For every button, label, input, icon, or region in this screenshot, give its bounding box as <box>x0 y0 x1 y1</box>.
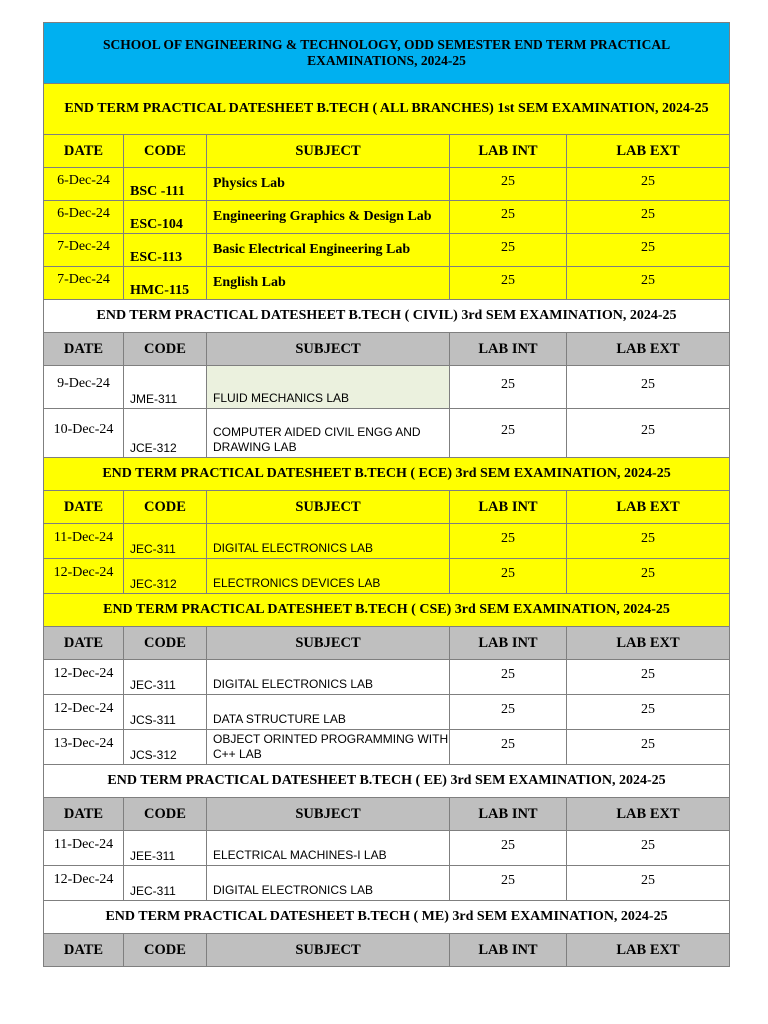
date-cell: 6-Dec-24 <box>57 206 110 221</box>
subject-cell <box>207 730 450 765</box>
date-cell: 11-Dec-24 <box>53 530 114 545</box>
lab-ext-cell: 25 <box>641 273 656 288</box>
lab-int-cell: 25 <box>501 240 515 255</box>
column-header-row <box>44 491 730 524</box>
lab-ext-cell: 25 <box>641 737 656 752</box>
code-cell: JCS-312 <box>124 730 207 765</box>
date-cell: 12-Dec-24 <box>53 872 114 887</box>
lab-ext-cell: 25 <box>641 174 656 189</box>
code-cell: ESC-104 <box>124 201 207 234</box>
header-lab-ext: LAB EXT <box>567 934 730 967</box>
header-code: CODE <box>124 333 207 366</box>
datesheet-table <box>43 22 730 967</box>
lab-int-cell: 25 <box>501 566 515 581</box>
lab-ext-cell: 25 <box>641 531 656 546</box>
header-lab-int: LAB INT <box>450 934 567 967</box>
column-header-row <box>44 135 730 168</box>
column-header-row <box>44 798 730 831</box>
header-date: DATE <box>44 333 124 366</box>
section-heading-row <box>44 594 730 627</box>
table-row <box>44 366 730 409</box>
header-lab-ext: LAB EXT <box>567 491 730 524</box>
subject-line-2: C++ LAB <box>213 747 262 761</box>
code-cell: HMC-115 <box>124 267 207 300</box>
section-heading-row <box>44 458 730 491</box>
header-code: CODE <box>124 798 207 831</box>
header-lab-int: LAB INT <box>450 798 567 831</box>
code-cell: JEE-311 <box>124 831 207 866</box>
subject-cell: English Lab <box>207 267 450 300</box>
table-row <box>44 267 730 300</box>
header-date: DATE <box>44 135 124 168</box>
date-cell: 12-Dec-24 <box>53 565 114 580</box>
date-cell: 7-Dec-24 <box>57 239 110 254</box>
header-subject: SUBJECT <box>207 934 450 967</box>
header-lab-ext: LAB EXT <box>567 333 730 366</box>
lab-int-cell: 25 <box>501 667 515 682</box>
code-cell: JCE-312 <box>124 409 207 458</box>
table-row <box>44 660 730 695</box>
subject-cell: Engineering Graphics & Design Lab <box>207 201 450 234</box>
header-lab-ext: LAB EXT <box>567 135 730 168</box>
table-row <box>44 201 730 234</box>
table-row <box>44 831 730 866</box>
lab-ext-cell: 25 <box>641 702 656 717</box>
header-date: DATE <box>44 627 124 660</box>
date-cell: 9-Dec-24 <box>57 376 110 391</box>
section-heading-row <box>44 765 730 798</box>
lab-ext-cell: 25 <box>641 667 656 682</box>
code-cell: BSC -111 <box>124 168 207 201</box>
lab-ext-cell: 25 <box>641 838 656 853</box>
section-heading-row <box>44 300 730 333</box>
lab-int-cell: 25 <box>501 702 515 717</box>
table-row <box>44 168 730 201</box>
table-row <box>44 559 730 594</box>
lab-int-cell: 25 <box>501 174 515 189</box>
code-cell: ESC-113 <box>124 234 207 267</box>
column-header-row <box>44 333 730 366</box>
lab-int-cell: 25 <box>501 207 515 222</box>
code-cell: JEC-311 <box>124 866 207 901</box>
lab-ext-cell: 25 <box>641 377 656 392</box>
lab-int-cell: 25 <box>501 377 515 392</box>
date-cell: 13-Dec-24 <box>53 736 114 751</box>
code-cell: JEC-312 <box>124 559 207 594</box>
subject-cell: FLUID MECHANICS LAB <box>207 366 450 409</box>
subject-cell: ELECTRONICS DEVICES LAB <box>207 559 450 594</box>
lab-ext-cell: 25 <box>641 873 656 888</box>
header-lab-int: LAB INT <box>450 333 567 366</box>
date-cell: 6-Dec-24 <box>57 173 110 188</box>
header-code: CODE <box>124 934 207 967</box>
lab-int-cell: 25 <box>501 531 515 546</box>
section-heading: END TERM PRACTICAL DATESHEET B.TECH ( ECE) 3rd SEM EXAMINATION, 2024-25 <box>44 458 730 491</box>
lab-int-cell: 25 <box>501 873 515 888</box>
table-row <box>44 730 730 765</box>
header-lab-int: LAB INT <box>450 627 567 660</box>
code-cell: JEC-311 <box>124 660 207 695</box>
header-code: CODE <box>124 491 207 524</box>
header-subject: SUBJECT <box>207 491 450 524</box>
subject-cell: ELECTRICAL MACHINES-I LAB <box>207 831 450 866</box>
date-cell: 12-Dec-24 <box>53 701 114 716</box>
date-cell: 7-Dec-24 <box>57 272 110 287</box>
date-cell: 12-Dec-24 <box>53 666 114 681</box>
header-lab-ext: LAB EXT <box>567 798 730 831</box>
table-row <box>44 695 730 730</box>
header-code: CODE <box>124 135 207 168</box>
header-lab-int: LAB INT <box>450 491 567 524</box>
column-header-row <box>44 934 730 967</box>
lab-int-cell: 25 <box>501 838 515 853</box>
subject-line-1: OBJECT ORINTED PROGRAMMING WITH <box>213 732 449 746</box>
date-cell: 11-Dec-24 <box>53 837 114 852</box>
header-date: DATE <box>44 934 124 967</box>
subject-cell: DIGITAL ELECTRONICS LAB <box>207 524 450 559</box>
column-header-row <box>44 627 730 660</box>
table-row <box>44 866 730 901</box>
subject-cell <box>207 409 450 458</box>
header-date: DATE <box>44 491 124 524</box>
subject-cell: DATA STRUCTURE LAB <box>207 695 450 730</box>
section-heading-row <box>44 84 730 135</box>
lab-ext-cell: 25 <box>641 423 656 438</box>
subject-cell: DIGITAL ELECTRONICS LAB <box>207 866 450 901</box>
header-lab-ext: LAB EXT <box>567 627 730 660</box>
document-title: SCHOOL OF ENGINEERING & TECHNOLOGY, ODD SEMESTER END TERM PRACTICAL EXAMINATIONS, 2024-25 <box>44 23 730 84</box>
table-row <box>44 524 730 559</box>
code-cell: JME-311 <box>124 366 207 409</box>
subject-cell: Basic Electrical Engineering Lab <box>207 234 450 267</box>
section-heading-row <box>44 901 730 934</box>
lab-int-cell: 25 <box>501 737 515 752</box>
table-row <box>44 409 730 458</box>
lab-int-cell: 25 <box>501 423 515 438</box>
date-cell: 10-Dec-24 <box>53 422 114 437</box>
header-subject: SUBJECT <box>207 135 450 168</box>
lab-ext-cell: 25 <box>641 240 656 255</box>
lab-int-cell: 25 <box>501 273 515 288</box>
header-subject: SUBJECT <box>207 798 450 831</box>
section-heading: END TERM PRACTICAL DATESHEET B.TECH ( ALL BRANCHES) 1st SEM EXAMINATION, 2024-25 <box>44 84 730 135</box>
section-heading: END TERM PRACTICAL DATESHEET B.TECH ( CIVIL) 3rd SEM EXAMINATION, 2024-25 <box>44 300 730 333</box>
header-date: DATE <box>44 798 124 831</box>
title-row <box>44 23 730 84</box>
subject-cell: DIGITAL ELECTRONICS LAB <box>207 660 450 695</box>
code-cell: JEC-311 <box>124 524 207 559</box>
subject-line-2: DRAWING LAB <box>213 440 297 454</box>
lab-ext-cell: 25 <box>641 207 656 222</box>
section-heading: END TERM PRACTICAL DATESHEET B.TECH ( EE) 3rd SEM EXAMINATION, 2024-25 <box>44 765 730 798</box>
code-cell: JCS-311 <box>124 695 207 730</box>
header-lab-int: LAB INT <box>450 135 567 168</box>
header-subject: SUBJECT <box>207 333 450 366</box>
subject-cell: Physics Lab <box>207 168 450 201</box>
header-subject: SUBJECT <box>207 627 450 660</box>
subject-line-1: COMPUTER AIDED CIVIL ENGG AND <box>213 425 421 439</box>
lab-ext-cell: 25 <box>641 566 656 581</box>
table-row <box>44 234 730 267</box>
section-heading: END TERM PRACTICAL DATESHEET B.TECH ( ME) 3rd SEM EXAMINATION, 2024-25 <box>44 901 730 934</box>
header-code: CODE <box>124 627 207 660</box>
section-heading: END TERM PRACTICAL DATESHEET B.TECH ( CSE) 3rd SEM EXAMINATION, 2024-25 <box>44 594 730 627</box>
